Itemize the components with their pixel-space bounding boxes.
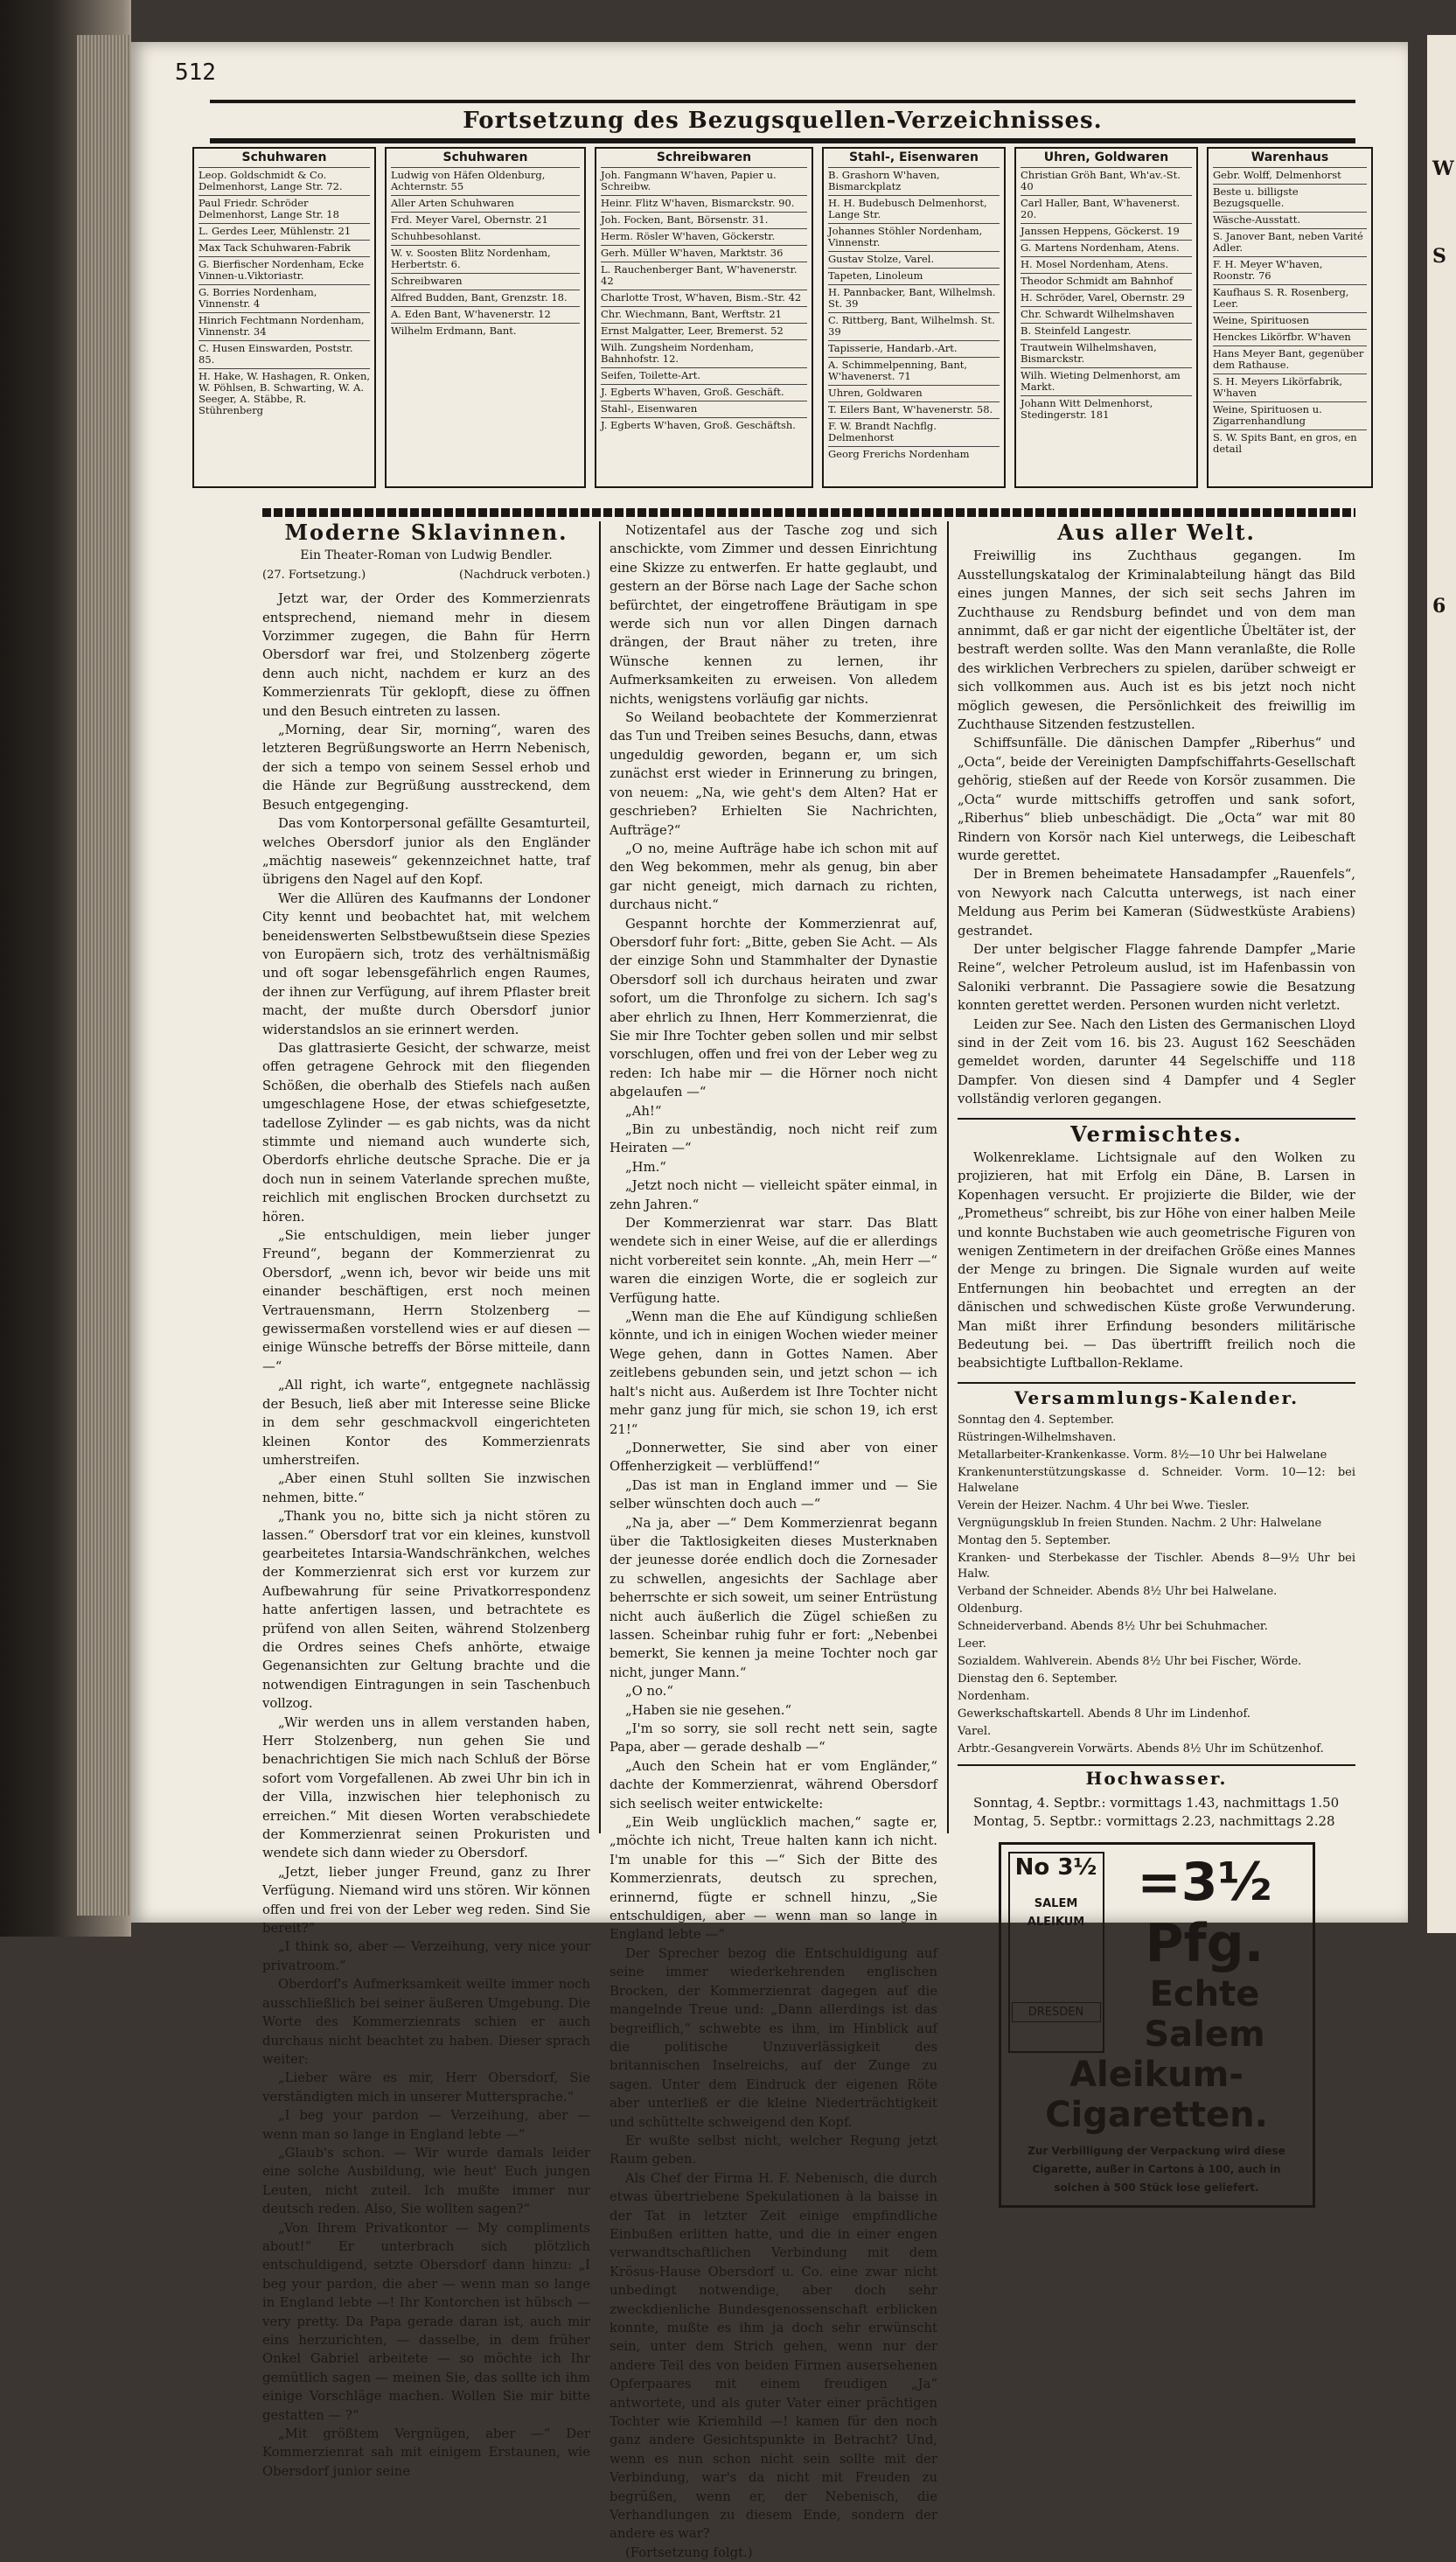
advert-entry: Alfred Budden, Bant, Grenzstr. 18. <box>391 290 580 306</box>
advert-column <box>385 147 586 488</box>
advert-column <box>595 147 813 488</box>
novel-paragraph: „Morning, dear Sir, morning“, waren des letzteren Begrüßungsworte an Herrn Nebenisch, der sich a tempo von seinem Sessel erhob und die Hände zur Begrüßung ausstreckend, dem Besuch entgegenging. <box>262 723 590 813</box>
news-paragraph: Freiwillig ins Zuchthaus gegangen. Im Ausstellungskatalog der Kriminalabteilung hängt das Bild eines jungen Mannes, der sich seit sechs Jahren im Zuchthause zu Rendsburg befindet und von dem man annimmt, daß er gar nicht der eigentliche Übeltäter ist, der bestraft werden sollte. Was den Mann veranlaßte, die Rolle des wirklichen Verbrechers zu spielen, darüber schweigt er sich vollkommen aus. Auch ist es bis jetzt noch nicht möglich gewesen, die Persönlichkeit des freiwillig im Zuchthause Sitzenden festzustellen. <box>958 548 1355 733</box>
column-rule <box>599 521 601 1833</box>
advert-entry: F. H. Meyer W'haven, Roonstr. 76 <box>1213 256 1367 284</box>
advert-entry: B. Grashorn W'haven, Bismarckplatz <box>828 167 1000 195</box>
novel-paragraph: „I think so, aber — Verzeihung, very nice your privatroom.“ <box>262 1939 590 1973</box>
advert-entry: Theodor Schmidt am Bahnhof <box>1021 273 1192 290</box>
advert-entry: S. H. Meyers Likörfabrik, W'haven <box>1213 373 1367 401</box>
advert-entry: A. Schimmelpenning, Bant, W'havenerst. 71 <box>828 357 1000 385</box>
advert-entry: G. Bierfischer Nordenham, Ecke Vinnen-u.Viktoriastr. <box>199 256 370 284</box>
novel-paragraph: „Jetzt, lieber junger Freund, ganz zu Ihrer Verfügung. Niemand wird uns stören. Wir können offen und frei von der Leber weg reden. Sind Sie bereit?“ <box>262 1864 590 1937</box>
calendar-entry: Dienstag den 6. September. <box>958 1672 1118 1686</box>
misc-text <box>958 1148 1355 1373</box>
calendar-entry: Sonntag den 4. September. <box>958 1414 1115 1428</box>
advert-entry: Janssen Heppens, Göckerst. 19 <box>1021 223 1192 240</box>
novel-paragraph: Gespannt horchte der Kommerzienrat auf, Obersdorf fuhr fort: „Bitte, geben Sie Acht. — Als der einzige Sohn und Stammhalter der Dynastie Obersdorf soll ich durchaus heiraten und zwar sofort, um die Thronfolge zu sichern. Ich sag's aber ehrlich zu Ihnen, Herr Kommerzienrat, die Sie mir Ihre Tochter geben sollen und mir selbst vorschlugen, offen und frei von der Leber weg zu reden: Ich habe mir — die Hörner noch nicht abgelaufen —“ <box>610 916 937 1100</box>
advert-entry: Ludwig von Häfen Oldenburg, Achternstr. 55 <box>391 167 580 195</box>
calendar-entry: Rüstringen-Wilhelmshaven. <box>958 1431 1117 1445</box>
advert-entry: Hinrich Fechtmann Nordenham, Vinnenstr. 34 <box>199 312 370 340</box>
novel-paragraph: „O no, meine Aufträge habe ich schon mit auf den Weg bekommen, mehr als genug, bin aber gar nicht geneigt, mich darnach zu richten, durchaus nicht.“ <box>610 841 937 913</box>
advert-entry: W. v. Soosten Blitz Nordenham, Herbertstr. 6. <box>391 245 580 273</box>
novel-column-1 <box>262 520 590 2479</box>
advert-entry: Carl Haller, Bant, W'havenerst. 20. <box>1021 195 1192 223</box>
advert-entry: J. Egberts W'haven, Groß. Geschäft. <box>601 384 807 401</box>
advert-entry: H. H. Budebusch Delmenhorst, Lange Str. <box>828 195 1000 223</box>
novel-paragraph: Der Sprecher bezog die Entschuldigung auf seine immer wiederkehrenden englischen Brocken, der Kommerzienrat dagegen auf die mangelnde Treue und: „Dann allerdings ist das begreiflich,“ schwebte es ihm, im Hinblick auf die politische Unzuverlässigkeit des britannischen Inselreichs, auf der Zunge zu sagen. Unter dem Eindruck der eigenen Röte aber unterließ er die kleine Niederträchtigkeit und schüttelte schweigend den Kopf. <box>610 1945 937 2130</box>
novel-paragraph: „Haben sie nie gesehen.“ <box>625 1702 792 1718</box>
novel-paragraph: Der Kommerzienrat war starr. Das Blatt wendete sich in einer Weise, auf die er allerdings nicht vorbereitet sein konnte. „Ah, mein Herr —“ waren die einzigen Worte, die er sogleich zur Verfügung hatte. <box>610 1216 937 1306</box>
advert-category: Stahl-, Eisenwaren <box>849 150 979 164</box>
tide-row: Sonntag, 4. Septbr.: vormittags 1.43, nachmittags 1.50 <box>973 1794 1340 1811</box>
advert-entry: S. Janover Bant, neben Varité Adler. <box>1213 228 1367 256</box>
misc-paragraph: Wolkenreklame. Lichtsignale auf den Wolken zu projizieren, hat mit Erfolg ein Däne, B. Larsen in Kopenhagen versucht. Er projizierte die Bilder, wie der „Prometheus“ schreibt, bis zur Höhe von einer halben Meile und konnte Buchstaben wie auch geometrische Figuren von wenigen Zentimetern in der dreifachen Größe eines Mannes der Menge zu bringen. Die Signale wurden auf weite Entfernungen hin beobachtet und erregten an der dänischen und schwedischen Küste große Verwunderung. Man mißt ihrer Erfindung besonders militärische Bedeutung bei. — Das übertrifft freilich noch die beabsichtigte Luftballon-Reklame. <box>958 1150 1355 1372</box>
novel-paragraph: Jetzt war, der Order des Kommerzienrats entsprechend, niemand mehr in diesem Vorzimmer zugegen, die Bahn für Herrn Obersdorf war frei, und Stolzenberg zögerte denn auch nicht, nachdem er kurz an des Kommerzienrats Tür geklopft, diese zu öffnen und den Besuch eintreten zu lassen. <box>262 591 590 719</box>
advert-entry: H. Hake, W. Hashagen, R. Onken, W. Pöhlsen, B. Schwarting, W. A. Seeger, A. Stäbbe, R. Stührenberg <box>199 368 370 419</box>
calendar-list <box>958 1413 1355 1757</box>
novel-paragraph: Er wußte selbst nicht, welcher Regung jetzt Raum geben. <box>610 2133 937 2168</box>
novel-paragraph: „Aber einen Stuhl sollten Sie inzwischen nehmen, bitte.“ <box>262 1471 590 1505</box>
advert-entry: C. Husen Einswarden, Poststr. 85. <box>199 340 370 368</box>
advert-entry: L. Rauchenberger Bant, W'havenerstr. 42 <box>601 262 807 290</box>
tide-title: Hochwasser. <box>958 1764 1355 1788</box>
novel-paragraph: „Wenn man die Ehe auf Kündigung schließen könnte, und ich in einigen Wochen wieder meiner Wege gehen, dann in Gottes Namen. Aber zeitlebens gebunden sein, und jetzt schon — ich halt's nicht aus. Außerdem ist Ihre Tochter nicht mehr ganz jung für mich, sie schon 19, ich erst 21!“ <box>610 1309 937 1437</box>
advert-entry: Wilh. Zungsheim Nordenham, Bahnhofstr. 12. <box>601 339 807 367</box>
advert-entry: Tapeten, Linoleum <box>828 268 1000 284</box>
advert-entry: G. Martens Nordenham, Atens. <box>1021 240 1192 256</box>
advert-entry: T. Eilers Bant, W'havenerstr. 58. <box>828 401 1000 418</box>
salem-aleikum-ad <box>999 1842 1315 2208</box>
advert-entry: H. Pannbacker, Bant, Wilhelmsh. St. 39 <box>828 284 1000 312</box>
advert-entry: Henckes Likörfbr. W'haven <box>1213 329 1367 346</box>
news-text <box>958 547 1355 1108</box>
advert-entry: Ernst Malgatter, Leer, Bremerst. 52 <box>601 323 807 339</box>
advert-entry: Charlotte Trost, W'haven, Bism.-Str. 42 <box>601 290 807 306</box>
ad-note: Zur Verbilligung der Verpackung wird diese Cigarette, außer in Cartons à 100, auch in solchen à 500 Stück lose geliefert. <box>1028 2144 1285 2195</box>
advert-entry: S. W. Spits Bant, en gros, en detail <box>1213 429 1367 457</box>
news-paragraph: Der in Bremen beheimatete Hansadampfer „Rauenfels“, von Newyork nach Calcutta unterwegs, ist nach einer Meldung aus Perim bei Kameran (Südwestküste Arabiens) gestrandet. <box>958 867 1355 939</box>
novel-paragraph: „Das ist man in England immer und — Sie selber wünschten doch auch —“ <box>610 1477 937 1512</box>
novel-paragraph: „Ein Weib unglücklich machen,“ sagte er, „möchte ich nicht, Treue halten kann ich nicht. I'm unable for this —“ Sich der Bitte des Kommerzienrats, deutsch zu sprechen, erinnernd, fügte er schnell hinzu, „Sie entschuldigen, aber — wenn man so lange in England lebte —“ <box>610 1815 937 1943</box>
advert-column <box>1207 147 1373 488</box>
calendar-entry: Krankenunterstützungskasse d. Schneider. Vorm. 10—12: bei Halwelane <box>958 1466 1355 1496</box>
novel-paragraph: „Von Ihrem Privatkontor — My compliments about!“ Er unterbrach sich plötzlich entschuldigend, setzte Obersdorf dann hinzu: „I beg your pardon, die aber — wenn man so lange in England lebte —! Ihr Kontorchen ist hübsch — very pretty. Da Papa gerade daran ist, auch mir eins herzurichten, — dasselbe, in dem früher Onkel Gabriel arbeitete — so möchte ich Ihr gemütlich sagen — meinen Sie, das sollte ich ihm einige Vorschläge machen. Wollen Sie mir bitte gestatten — ?“ <box>262 2220 590 2423</box>
advert-entry: A. Eden Bant, W'havenerstr. 12 <box>391 306 580 323</box>
novel-paragraph: „Glaub's schon. — Wir wurde damals leider eine solche Ausbildung, wie heut' Euch jungen Leuten, nicht zuteil. Ich mußte immer nur deutsch reden. Also, Sie wollten sagen?“ <box>262 2145 590 2217</box>
column-rule <box>947 521 949 1833</box>
advert-entry: Georg Frerichs Nordenham <box>828 446 1000 463</box>
reprint-notice: (Nachdruck verboten.) <box>459 568 590 582</box>
advert-entry: Tapisserie, Handarb.-Art. <box>828 340 1000 357</box>
novel-paragraph: „Auch den Schein hat er vom Engländer,“ dachte der Kommerzienrat, während Obersdorf sich seelisch weiter entwickelte: <box>610 1758 937 1812</box>
news-paragraph: Der unter belgischer Flagge fahrende Dampfer „Marie Reine“, welcher Petroleum auslud, ist im Hafenbassin von Saloniki verbrannt. Die Passagiere sowie die Besatzung konnten gerettet werden. Personen wurden nicht verletzt. <box>958 941 1355 1014</box>
calendar-entry: Oldenburg. <box>958 1602 1023 1616</box>
advert-category: Schuhwaren <box>241 150 327 164</box>
calendar-entry: Vergnügungsklub In freien Stunden. Nachm. 2 Uhr: Halwelane <box>958 1517 1322 1531</box>
advert-category: Uhren, Goldwaren <box>1043 150 1169 164</box>
calendar-entry: Arbtr.-Gesangverein Vorwärts. Abends 8½ Uhr im Schützenhof. <box>958 1742 1324 1756</box>
novel-paragraph: „Thank you no, bitte sich ja nicht stören zu lassen.“ Obersdorf trat vor ein kleines, kunstvoll gearbeitetes Intarsia-Wandschränkchen, welches der Kommerzienrat sich erst vor kurzem zur Aufbewahrung für seine Privatkorrespondenz hatte anfertigen lassen, und betrachtete es prüfend von allen Seiten, während Stolzenberg die Ordres seines Chefs anhörte, etwaige Gegenansichten zur Geltung brachte und die notwendigen Eintragungen in sein Taschenbuch vollzog. <box>262 1509 590 1712</box>
calendar-entry: Sozialdem. Wahlverein. Abends 8½ Uhr bei Fischer, Wörde. <box>958 1655 1302 1669</box>
novel-title: Moderne Sklavinnen. <box>284 520 568 545</box>
advert-entry: Frd. Meyer Varel, Obernstr. 21 <box>391 212 580 228</box>
advert-category: Warenhaus <box>1250 150 1329 164</box>
advert-entry: J. Egberts W'haven, Groß. Geschäftsh. <box>601 417 807 434</box>
novel-paragraph: Notizentafel aus der Tasche zog und sich anschickte, vom Zimmer und dessen Einrichtung eine Skizze zu entwerfen. Er hatte geglaubt, und gestern an der Börse nach Lage der Sache schon befürchtet, der eingetroffene Bräutigam in spe werde sich nun vor allen Dingen darnach drängen, der Braut näher zu treten, ihre Wünsche kennen zu lernen, ihr Aufmerksamkeiten zu erweisen. Von alledem nichts, wenigstens vorläufig gar nichts. <box>610 523 937 707</box>
novel-paragraph: „Na ja, aber —“ Dem Kommerzienrat begann über die Taktlosigkeiten dieses Musterknaben der jeunesse dorée endlich doch die Zornesader zu schwellen, angesichts der Sachlage aber beherrschte er sich soweit, um seiner Entrüstung nicht auch äußerlich die Zügel schießen zu lassen. Scheinbar ruhig fuhr er fort: „Nebenbei bemerkt, Sie kennen ja meine Tochter noch gar nicht, junger Mann.“ <box>610 1515 937 1680</box>
tide-row: Montag, 5. Septbr.: vormittags 2.23, nachmittags 2.28 <box>973 1813 1335 1830</box>
advert-entry: Beste u. billigste Bezugsquelle. <box>1213 184 1367 212</box>
advert-entry: Schuhbesohlanst. <box>391 228 580 245</box>
novel-paragraph: „Sie entschuldigen, mein lieber junger Freund“, begann der Kommerzienrat zu Obersdorf, „wenn ich, bevor wir beide uns mit einander beschäftigen, erst noch meinen Vertrauensmann, Herrn Stolzenberg — gewissermaßen vorstellend wies er auf diesen — einige Wünsche betreffs der Börse mitteile, dann —“ <box>262 1228 590 1374</box>
ad-brand: Echte Salem Aleikum- <box>1069 1973 1265 2095</box>
novel-paragraph: „Bin zu unbeständig, noch nicht reif zum Heiraten —“ <box>610 1122 937 1156</box>
novel-paragraph: Das vom Kontorpersonal gefällte Gesamturteil, welches Obersdorf junior als den Engländer „mächtig naseweis“ gekennzeichnet hatte, traf übrigens den Nagel auf den Kopf. <box>262 816 590 888</box>
advert-entry: Christian Gröh Bant, Wh'av.-St. 40 <box>1021 167 1192 195</box>
advert-entry: Joh. Fangmann W'haven, Papier u. Schreibw. <box>601 167 807 195</box>
calendar-entry: Montag den 5. September. <box>958 1534 1111 1548</box>
advert-category: Schuhwaren <box>442 150 528 164</box>
news-paragraph: Leiden zur See. Nach den Listen des Germanischen Lloyd sind in der Zeit vom 16. bis 23. August 162 Seeschäden gemeldet worden, darunter 44 Segelschiffe und 118 Dampfer. Von diesen sind 4 Dampfer und 4 Segler vollständig verloren gegangen. <box>958 1016 1355 1107</box>
section-divider <box>262 508 1355 517</box>
page-number: 512 <box>175 59 216 86</box>
novel-paragraph: „Ah!“ <box>625 1103 662 1119</box>
advert-column <box>192 147 376 488</box>
advert-entry: Wilhelm Erdmann, Bant. <box>391 323 580 339</box>
news-column <box>958 520 1355 2195</box>
advert-entry: Hans Meyer Bant, gegenüber dem Rathause. <box>1213 346 1367 373</box>
advert-entry: Schreibwaren <box>391 273 580 290</box>
calendar-entry: Leer. <box>958 1637 986 1651</box>
advert-category: Schreibwaren <box>656 150 752 164</box>
news-paragraph: Schiffsunfälle. Die dänischen Dampfer „Riberhus“ und „Octa“, beide der Vereinigten Dampfschiffahrts-Gesellschaft gehörig, stießen auf der Reede von Korsör zusammen. Die „Octa“ wurde mittschiffs getroffen und sank sofort, „Riberhus“ blieb unbeschädigt. Die „Octa“ war mit 80 Rindern von Korsör nach Kiel unterwegs, die Leibeschaft wurde gerettet. <box>958 736 1355 863</box>
novel-paragraph: „O no.“ <box>625 1684 673 1700</box>
advert-entry: Weine, Spirituosen u. Zigarrenhandlung <box>1213 401 1367 429</box>
advert-entry: C. Rittberg, Bant, Wilhelmsh. St. 39 <box>828 312 1000 340</box>
advert-entry: Max Tack Schuhwaren-Fabrik <box>199 240 370 256</box>
calendar-entry: Verein der Heizer. Nachm. 4 Uhr bei Wwe. Tiesler. <box>958 1499 1250 1513</box>
novel-paragraph: „I'm so sorry, sie soll recht nett sein, sagte Papa, aber — gerade deshalb —“ <box>610 1721 937 1756</box>
advert-entry: Trautwein Wilhelmshaven, Bismarckstr. <box>1021 339 1192 367</box>
calendar-entry: Verband der Schneider. Abends 8½ Uhr bei Halwelane. <box>958 1585 1278 1599</box>
novel-paragraph: So Weiland beobachtete der Kommerzienrat das Tun und Treiben seines Besuchs, dann, etwas ungeduldig geworden, begann er, um sich zunächst erst wieder in Erinnerung zu bringen, von neuem: „Na, wie geht's dem Alten? Hat er geschrieben? Erhielten Sie Nachrichten, Aufträge?“ <box>610 710 937 838</box>
calendar-entry: Gewerkschaftskartell. Abends 8 Uhr im Lindenhof. <box>958 1707 1250 1721</box>
novel-column-2 <box>610 521 937 2560</box>
ad-product: Cigaretten. <box>1045 2094 1268 2135</box>
calendar-entry: Varel. <box>958 1725 992 1739</box>
advert-entry: Gebr. Wolff, Delmenhorst <box>1213 167 1367 184</box>
novel-byline: Ein Theater-Roman von Ludwig Bendler. <box>300 548 553 563</box>
facing-page-edge: W S 6 <box>1427 35 1456 1933</box>
advert-entry: G. Borries Nordenham, Vinnenstr. 4 <box>199 284 370 312</box>
advert-entry: B. Steinfeld Langestr. <box>1021 323 1192 339</box>
advert-entry: Stahl-, Eisenwaren <box>601 401 807 417</box>
newspaper-page <box>131 42 1408 2560</box>
calendar-entry: Metallarbeiter-Krankenkasse. Vorm. 8½—10 Uhr bei Halwelane <box>958 1449 1327 1463</box>
advert-entry: Aller Arten Schuhwaren <box>391 195 580 212</box>
novel-paragraph: Als Chef der Firma H. F. Nebenisch, die durch etwas übertriebene Spekulationen à la baisse in der Tat in letzter Zeit einige empfindliche Einbußen erlitten hatte, und die in einer engen verwandtschaftlichen Verbindung mit dem Krösus-Hause Obersdorf u. Co. eine zwar nicht unbedingt notwendige, aber doch sehr zweckdienliche Bundesgenossenschaft erblicken konnte, mußte es ihm ja doch sehr erwünscht sein, unter dem Strich gehen, wenn nur der andere Teil des von beiden Firmen ausersehenen Opferpaares mit einem freudigen „Ja“ antwortete, und als guter Vater einer prächtigen Tochter wie Kriemhild —! kamen für den noch ganz andere Gesichtspunkte in Betracht? Und, wenn es nun schon nicht sein sollte mit der Verbindung, war's da nicht mit Freuden zu begrüßen, wenn er, der Nebenisch, die Verhandlungen zu diesem Ende, sondern der andere es war? <box>610 2170 937 2542</box>
advert-entry: Wilh. Wieting Delmenhorst, am Markt. <box>1021 367 1192 395</box>
advert-entry: Chr. Wiechmann, Bant, Werftstr. 21 <box>601 306 807 323</box>
advert-entry: Uhren, Goldwaren <box>828 385 1000 401</box>
tide-table <box>958 1794 1355 1832</box>
advert-entry: Johann Witt Delmenhorst, Stedingerstr. 181 <box>1021 395 1192 423</box>
novel-paragraph: „Lieber wäre es mir, Herr Obersdorf, Sie verständigten mich in unserer Muttersprache.“ <box>262 2070 590 2105</box>
novel-paragraph: Wer die Allüren des Kaufmanns der Londoner City kennt und beobachtet hat, mit welchem beneidenswerten Selbstbewußtsein diese Spezies von Europäern sich, trotz des verhältnismäßig und oft sogar lebensgefährlich engen Raumes, der ihnen zur Verfügung, auf ihrem Pflaster breit macht, der mußte durch Obersdorf junior widerstandslos an sie erinnert werden. <box>262 890 590 1037</box>
novel-paragraph: Das glattrasierte Gesicht, der schwarze, meist offen getragene Gehrock mit den fliegenden Schößen, die oberhalb des Stiefels nach außen umgeschlagene Hose, der etwas schiefgesetzte, tadellose Zylinder — es gab nichts, was da nicht stimmte und niemand auch wunderte sich, Oberdorfs ehrliche deutsche Sprache. Die er ja doch nun in seinem Vaterlande sprechen mußte, reichlich mit englischen Brocken durchsetzt zu hören. <box>262 1040 590 1225</box>
calendar-title: Versammlungs-Kalender. <box>958 1382 1355 1407</box>
advert-entry: Heinr. Flitz W'haven, Bismarckstr. 90. <box>601 195 807 212</box>
advert-entry: Joh. Focken, Bant, Börsenstr. 31. <box>601 212 807 228</box>
advert-entry: Gerh. Müller W'haven, Marktstr. 36 <box>601 245 807 262</box>
novel-paragraph: (Fortsetzung folgt.) <box>625 2545 753 2560</box>
news-title: Aus aller Welt. <box>1057 520 1256 545</box>
advert-entry: Seifen, Toilette-Art. <box>601 367 807 384</box>
installment-label: (27. Fortsetzung.) <box>262 568 366 582</box>
advert-entry: H. Mosel Nordenham, Atens. <box>1021 256 1192 273</box>
cigarette-pack-image: No 3½ SALEM ALEIKUM DRESDEN <box>1008 1852 1104 2053</box>
calendar-entry: Nordenham. <box>958 1690 1030 1704</box>
advert-entry: L. Gerdes Leer, Mühlenstr. 21 <box>199 223 370 240</box>
advert-entry: Herm. Rösler W'haven, Göckerstr. <box>601 228 807 245</box>
advert-entry: Weine, Spirituosen <box>1213 312 1367 329</box>
advert-entry: Chr. Schwardt Wilhelmshaven <box>1021 306 1192 323</box>
misc-title: Vermischtes. <box>958 1118 1355 1143</box>
page-edges <box>77 35 129 1916</box>
novel-paragraph: „Wir werden uns in allem verstanden haben, Herr Stolzenberg, nun gehen Sie und benachrichtigen Sie mich nach Schluß der Börse sofort vom Vorgefallenen. Ab zwei Uhr bin ich in der Villa, inzwischen hier telephonisch zu erreichen.“ Mit diesen Worten verabschiedete der Kommerzienrat seinen Prokuristen und wendete sich dann wieder zu Obersdorf. <box>262 1714 590 1861</box>
novel-paragraph: „I beg your pardon — Verzeihung, aber — wenn man so lange in England lebte —“ <box>262 2108 590 2142</box>
calendar-entry: Schneiderverband. Abends 8½ Uhr bei Schuhmacher. <box>958 1620 1268 1634</box>
novel-paragraph: „Hm.“ <box>625 1159 666 1175</box>
advert-column <box>1014 147 1198 488</box>
advert-entry: F. W. Brandt Nachflg. Delmenhorst <box>828 418 1000 446</box>
novel-paragraph: „Jetzt noch nicht — vielleicht später einmal, in zehn Jahren.“ <box>610 1178 937 1212</box>
advert-column <box>822 147 1006 488</box>
advert-entry: Johannes Stöhler Nordenham, Vinnenstr. <box>828 223 1000 251</box>
directory-header: Fortsetzung des Bezugsquellen-Verzeichnisses. <box>210 100 1355 143</box>
advert-entry: H. Schröder, Varel, Obernstr. 29 <box>1021 290 1192 306</box>
novel-paragraph: Oberdorf's Aufmerksamkeit weilte immer noch ausschließlich bei seiner äußeren Umgebung. Die Worte des Kommerzienrats schien er auch durchaus nicht beachtet zu haben. Dieser sprach weiter: <box>262 1977 590 2067</box>
advert-entry: Gustav Stolze, Varel. <box>828 251 1000 268</box>
ad-price: =3½ Pfg. <box>1137 1851 1272 1974</box>
advert-entry: Paul Friedr. Schröder Delmenhorst, Lange Str. 18 <box>199 195 370 223</box>
novel-text-2 <box>610 521 937 2562</box>
advert-entry: Wäsche-Ausstatt. <box>1213 212 1367 228</box>
novel-paragraph: „All right, ich warte“, entgegnete nachlässig der Besuch, ließ aber mit Interesse seine Blicke in dem sehr geschmackvoll eingerichteten kleinen Kontor des Kommerzienrats umherstreifen. <box>262 1378 590 1468</box>
novel-text-1 <box>262 590 590 2481</box>
novel-paragraph: „Mit größtem Vergnügen, aber —“ Der Kommerzienrat sah mit einigem Erstaunen, wie Obersdorf junior seine <box>262 2426 590 2479</box>
advert-entry: Kaufhaus S. R. Rosenberg, Leer. <box>1213 284 1367 312</box>
novel-paragraph: „Donnerwetter, Sie sind aber von einer Offenherzigkeit — verblüffend!“ <box>610 1440 937 1475</box>
advert-entry: Leop. Goldschmidt & Co. Delmenhorst, Lange Str. 72. <box>199 167 370 195</box>
calendar-entry: Kranken- und Sterbekasse der Tischler. Abends 8—9½ Uhr bei Halw. <box>958 1552 1355 1581</box>
